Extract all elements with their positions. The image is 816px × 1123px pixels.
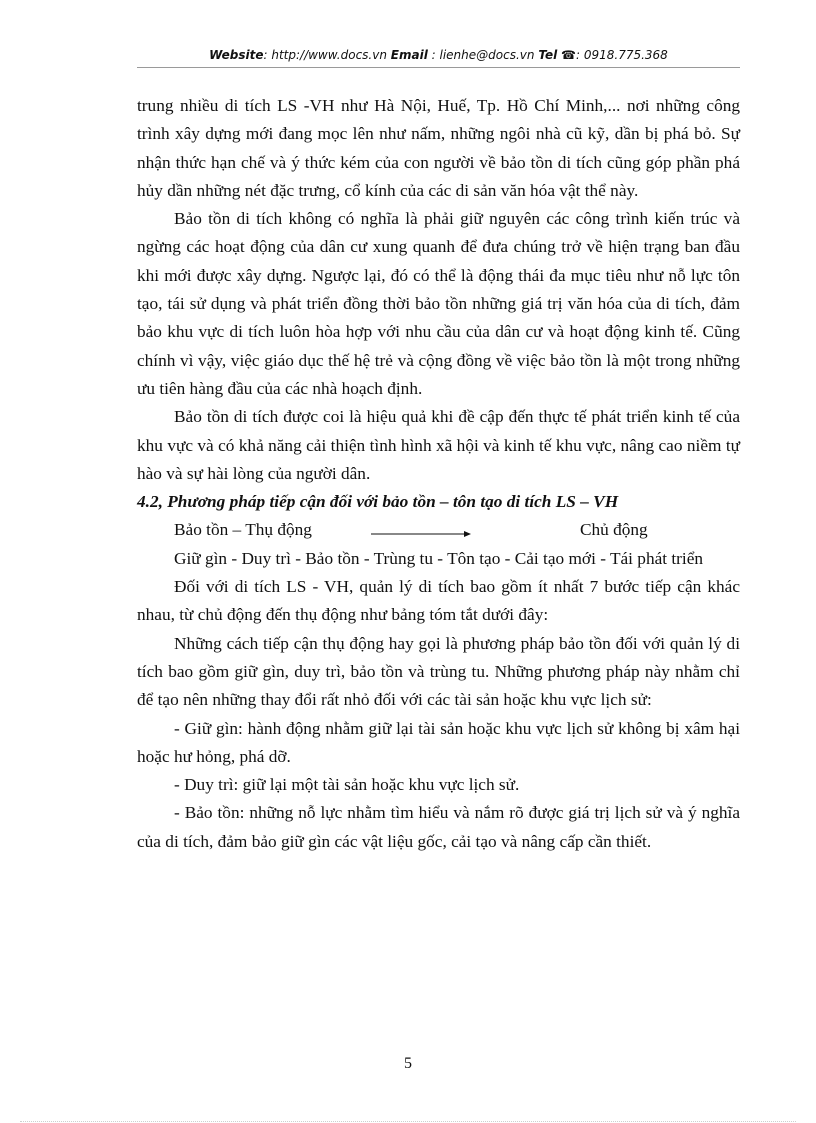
email-value: : lienhe@docs.vn (431, 48, 535, 62)
bullet-bao-ton: - Bảo tồn: những nỗ lực nhằm tìm hiểu và nắm rõ được giá trị lịch sử và ý nghĩa của di tích, đảm bảo giữ gìn các vật liệu gốc, cải tạo và nâng cấp cần thiết. (137, 803, 740, 851)
phone-icon: ☎ (561, 48, 576, 62)
section-heading: 4.2, Phương pháp tiếp cận đối với bảo tồn – tôn tạo di tích LS – VH (137, 492, 619, 512)
tel-value: : 0918.775.368 (575, 48, 668, 62)
paragraph-2: Bảo tồn di tích không có nghĩa là phải giữ nguyên các công trình kiến trúc và ngừng các hoạt động của dân cư xung quanh để đưa chúng trở về hiện trạng ban đầu khi mới được xây dựng. Ngược lại, đó có thể là động thái đa mục tiêu như nỗ lực tôn tạo, tái sử dụng và phát triển đồng thời bảo tồn những giá trị văn hóa của di tích, đảm bảo khu vực di tích luôn hòa hợp với nhu cầu của dân cư và hoạt động kinh tế. Cũng chính vì vậy, việc giáo dục thế hệ trẻ và cộng đồng về việc bảo tồn là một trong những ưu tiên hàng đầu của các nhà hoạch định. (137, 209, 740, 398)
arrow-right-icon (371, 530, 471, 538)
paragraph-4: Đối với di tích LS - VH, quản lý di tích bao gồm ít nhất 7 bước tiếp cận khác nhau, từ chủ động đến thụ động như bảng tóm tắt dưới đây: (137, 577, 740, 625)
bullet-giu-gin: - Giữ gìn: hành động nhằm giữ lại tài sản hoặc khu vực lịch sử không bị xâm hại hoặc hư hỏng, phá dỡ. (137, 718, 740, 766)
page-bottom-border (20, 1121, 796, 1122)
header-divider (137, 67, 740, 68)
flow-passive-label: Bảo tồn – Thụ động (174, 520, 312, 540)
tel-label: Tel (538, 48, 558, 62)
paragraph-5: Những cách tiếp cận thụ động hay gọi là phương pháp bảo tồn đối với quản lý di tích bao gồm giữ gìn, duy trì, bảo tồn và trùng tu. Những phương pháp này nhằm chỉ để tạo nên những thay đổi rất nhỏ đối với các tài sản hoặc khu vực lịch sử: (137, 633, 740, 710)
email-label: Email (390, 48, 428, 62)
paragraph-3: Bảo tồn di tích được coi là hiệu quả khi đề cập đến thực tế phát triển kinh tế của khu vực và có khả năng cải thiện tình hình xã hội và kinh tế khu vực, nâng cao niềm tự hào và sự hài lòng của người dân. (137, 407, 740, 483)
page-number: 5 (404, 1055, 412, 1072)
bullet-duy-tri: - Duy trì: giữ lại một tài sản hoặc khu vực lịch sử. (174, 775, 520, 795)
flow-active-label: Chủ động (580, 520, 648, 540)
website-value: : http://www.docs.vn (263, 48, 387, 62)
approach-steps: Giữ gìn - Duy trì - Bảo tồn - Trùng tu - Tôn tạo - Cải tạo mới - Tái phát triển (174, 548, 704, 568)
paragraph-1: trung nhiều di tích LS -VH như Hà Nội, Huế, Tp. Hồ Chí Minh,... nơi những công trình xây dựng mới đang mọc lên như nấm, những ngôi nhà cũ kỹ, dần bị phá bỏ. Sự nhận thức hạn chế và ý thức kém của con người về bảo tồn di tích cũng góp phần phá hủy dần những nét đặc trưng, cổ kính của các di sản văn hóa vật thể này. (137, 96, 740, 200)
document-body (137, 92, 740, 856)
website-label: Website (209, 48, 264, 62)
page-header (137, 47, 740, 63)
approach-flow (137, 516, 740, 544)
